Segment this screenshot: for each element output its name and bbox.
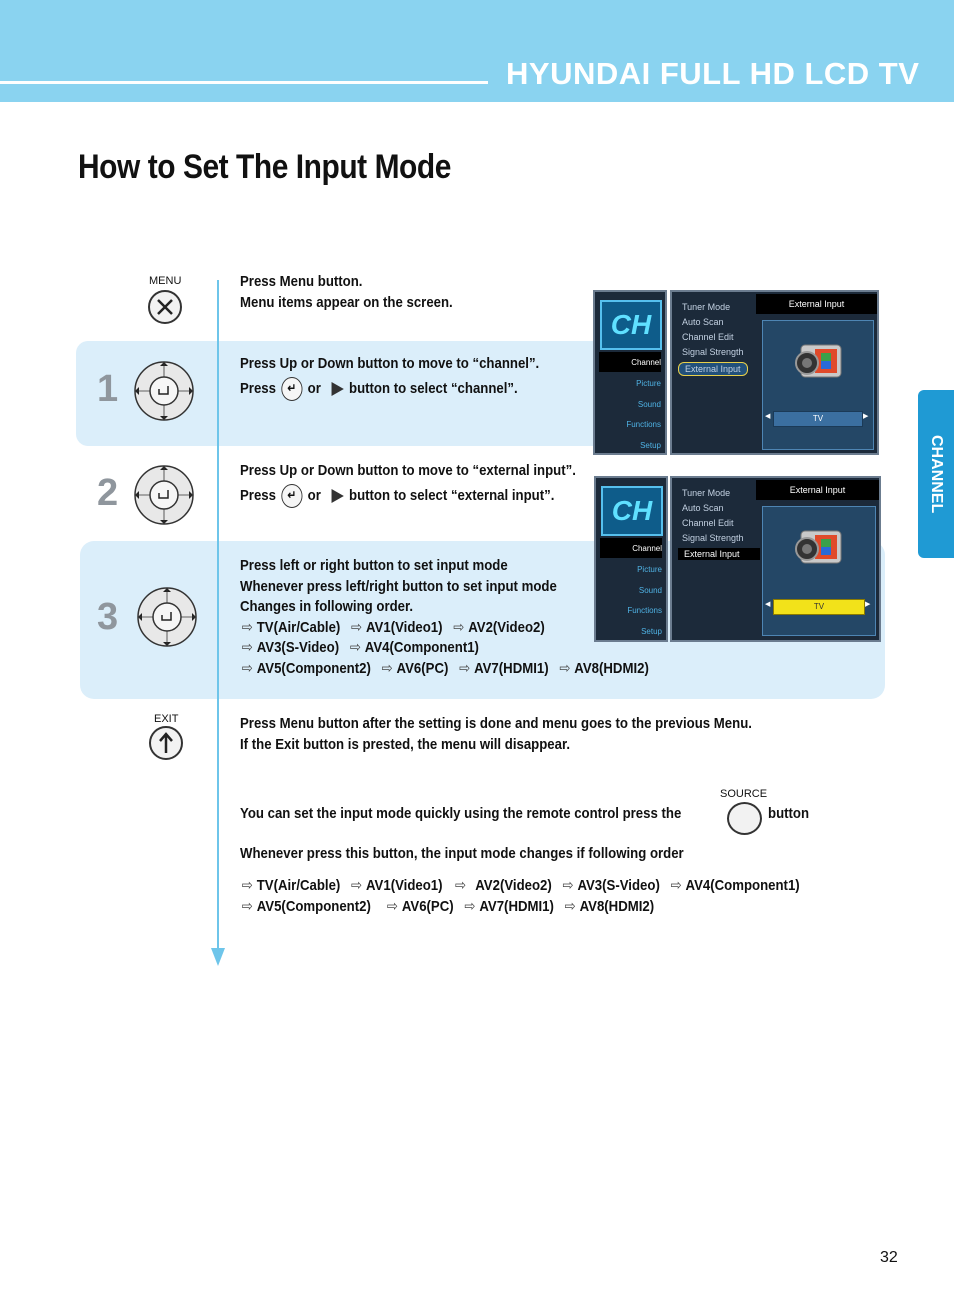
press-word: Press xyxy=(240,486,276,504)
order-a-row-3 xyxy=(240,659,649,680)
menu-label: MENU xyxy=(149,275,182,287)
osd-side-picture: Picture xyxy=(637,565,662,574)
camera-icon xyxy=(791,339,845,383)
order-item: AV4(Component1) xyxy=(685,877,800,894)
exit-button-icon xyxy=(148,725,184,761)
order-item: AV3(S-Video) xyxy=(256,639,340,656)
osd-sidebar xyxy=(594,476,668,642)
arrow-icon: ⇨ xyxy=(349,639,361,656)
osd-item-selected: External Input xyxy=(678,362,748,376)
enter-button-icon: ↵ xyxy=(281,377,302,401)
order-item: AV5(Component2) xyxy=(256,898,371,915)
order-item: AV3(S-Video) xyxy=(577,877,660,894)
arrow-icon: ⇨ xyxy=(459,659,471,677)
dpad-icon xyxy=(135,586,199,653)
step3-line-3: Changes in following order. xyxy=(240,598,414,615)
arrow-icon: ⇨ xyxy=(455,877,467,894)
osd-side-functions: Functions xyxy=(627,606,662,615)
order-item: AV7(HDMI1) xyxy=(479,898,554,915)
arrow-icon: ⇨ xyxy=(241,898,253,915)
step2-tail: button to select “external input”. xyxy=(349,486,555,504)
osd-side-sound: Sound xyxy=(638,586,662,595)
step-2-number: 2 xyxy=(97,472,119,514)
osd-item-selected: External Input xyxy=(678,548,760,560)
osd-side-picture: Picture xyxy=(636,379,661,388)
exit-line-1: Press Menu button after the setting is done and menu goes to the previous Menu. xyxy=(240,715,752,732)
or-word: or xyxy=(307,379,321,397)
osd-ch-logo: CH xyxy=(601,486,663,536)
osd-item: Tuner Mode xyxy=(682,488,731,498)
osd-item: Auto Scan xyxy=(682,317,724,327)
brand-title: HYUNDAI FULL HD LCD TV xyxy=(506,56,920,91)
order-item: AV5(Component2) xyxy=(256,659,371,677)
arrow-icon: ⇨ xyxy=(562,877,574,894)
osd-side-functions: Functions xyxy=(626,420,661,429)
order-item: TV(Air/Cable) xyxy=(256,618,341,636)
enter-button-icon: ↵ xyxy=(281,484,302,508)
chapter-tab-label: CHANNEL xyxy=(928,434,945,514)
osd-panel-title: External Input xyxy=(756,294,877,314)
step-1-number: 1 xyxy=(97,368,119,410)
order-item: AV2(Video2) xyxy=(468,618,545,636)
arrow-icon: ⇨ xyxy=(670,877,682,894)
osd-item: Signal Strength xyxy=(682,533,744,543)
osd-screenshot-1 xyxy=(593,290,879,455)
page-title: How to Set The Input Mode xyxy=(78,148,451,186)
source-line-2: Whenever press this button, the input mode changes if following order xyxy=(240,845,684,862)
menu-button-icon xyxy=(147,289,183,325)
intro-text xyxy=(240,272,453,313)
right-button-icon xyxy=(331,489,343,503)
osd-main xyxy=(670,476,881,642)
order-item: AV8(HDMI2) xyxy=(579,898,655,915)
source-button-icon xyxy=(727,802,762,835)
arrow-icon: ⇨ xyxy=(464,898,476,915)
intro-line-2: Menu items appear on the screen. xyxy=(240,293,453,311)
osd-side-channel: Channel xyxy=(599,352,661,372)
osd-panel xyxy=(762,506,876,636)
source-label: SOURCE xyxy=(720,788,768,800)
order-b xyxy=(240,875,800,917)
osd-side-setup: Setup xyxy=(641,627,662,636)
step2-line-1: Press Up or Down button to move to “external input”. xyxy=(240,462,576,479)
order-b-row-1 xyxy=(240,875,800,896)
arrow-icon: ⇨ xyxy=(559,659,571,677)
osd-side-sound: Sound xyxy=(637,400,661,409)
osd-side-channel: Channel xyxy=(600,538,662,558)
osd-item: Tuner Mode xyxy=(682,302,731,312)
order-a-row-1 xyxy=(240,618,649,639)
page-number: 32 xyxy=(880,1249,898,1266)
osd-screenshot-2 xyxy=(594,476,881,642)
step3-text xyxy=(240,556,649,679)
flow-arrow-icon xyxy=(211,948,225,966)
button-word: button xyxy=(768,805,810,822)
dpad-icon xyxy=(132,464,196,531)
exit-line-2: If the Exit button is prested, the menu will disappear. xyxy=(240,735,571,753)
order-item: AV1(Video1) xyxy=(366,618,443,636)
osd-main xyxy=(670,290,879,455)
step2-text xyxy=(240,461,576,508)
step1-tail: button to select “channel”. xyxy=(349,379,518,397)
left-arrow-icon: ◀ xyxy=(765,601,771,608)
arrow-icon: ⇨ xyxy=(564,898,576,915)
osd-panel-title: External Input xyxy=(756,480,879,500)
order-item: TV(Air/Cable) xyxy=(256,877,341,894)
order-item: AV6(PC) xyxy=(396,659,449,677)
order-a-row-2 xyxy=(240,638,649,659)
step1-text xyxy=(240,354,539,401)
arrow-icon: ⇨ xyxy=(386,898,398,915)
right-button-icon xyxy=(331,382,343,396)
osd-item: Channel Edit xyxy=(682,332,734,342)
arrow-icon: ⇨ xyxy=(351,618,363,636)
osd-panel xyxy=(762,320,874,450)
source-line-1: You can set the input mode quickly using the remote control press the xyxy=(240,805,682,822)
osd-sidebar xyxy=(593,290,667,455)
exit-text xyxy=(240,714,752,755)
step3-line-2: Whenever press left/right button to set input mode xyxy=(240,577,557,595)
osd-item: Auto Scan xyxy=(682,503,724,513)
osd-side-setup: Setup xyxy=(640,441,661,450)
camera-icon xyxy=(791,525,845,569)
arrow-icon: ⇨ xyxy=(241,618,253,636)
dpad-icon xyxy=(132,360,196,427)
intro-line-1: Press Menu button. xyxy=(240,273,363,290)
step2-line-2 xyxy=(240,484,576,508)
header-divider xyxy=(0,81,488,84)
arrow-icon: ⇨ xyxy=(241,659,253,677)
osd-value-box-active: TV xyxy=(773,599,865,615)
right-arrow-icon: ▶ xyxy=(863,413,869,420)
step1-line-1: Press Up or Down button to move to “channel”. xyxy=(240,355,540,372)
arrow-icon: ⇨ xyxy=(241,639,253,656)
right-arrow-icon: ▶ xyxy=(865,601,871,608)
arrow-icon: ⇨ xyxy=(381,659,393,677)
press-word: Press xyxy=(240,379,276,397)
osd-ch-logo: CH xyxy=(600,300,662,350)
step-3-number: 3 xyxy=(97,596,119,638)
osd-item: Signal Strength xyxy=(682,347,744,357)
arrow-icon: ⇨ xyxy=(241,877,253,894)
chapter-tab xyxy=(918,390,954,558)
order-item: AV8(HDMI2) xyxy=(574,659,649,677)
arrow-icon: ⇨ xyxy=(351,877,363,894)
or-word: or xyxy=(307,486,321,504)
osd-value-box: TV xyxy=(773,411,863,427)
step3-line-1: Press left or right button to set input mode xyxy=(240,557,508,574)
order-item: AV4(Component1) xyxy=(364,639,479,656)
arrow-icon: ⇨ xyxy=(453,618,465,636)
flow-line xyxy=(217,280,219,950)
step1-line-2 xyxy=(240,377,539,401)
order-item: AV6(PC) xyxy=(401,898,454,915)
order-item: AV1(Video1) xyxy=(366,877,443,894)
order-item: AV7(HDMI1) xyxy=(474,659,549,677)
osd-item: Channel Edit xyxy=(682,518,734,528)
left-arrow-icon: ◀ xyxy=(765,413,771,420)
order-b-row-2 xyxy=(240,896,800,917)
order-item: AV2(Video2) xyxy=(475,877,552,894)
exit-label: EXIT xyxy=(154,713,179,725)
